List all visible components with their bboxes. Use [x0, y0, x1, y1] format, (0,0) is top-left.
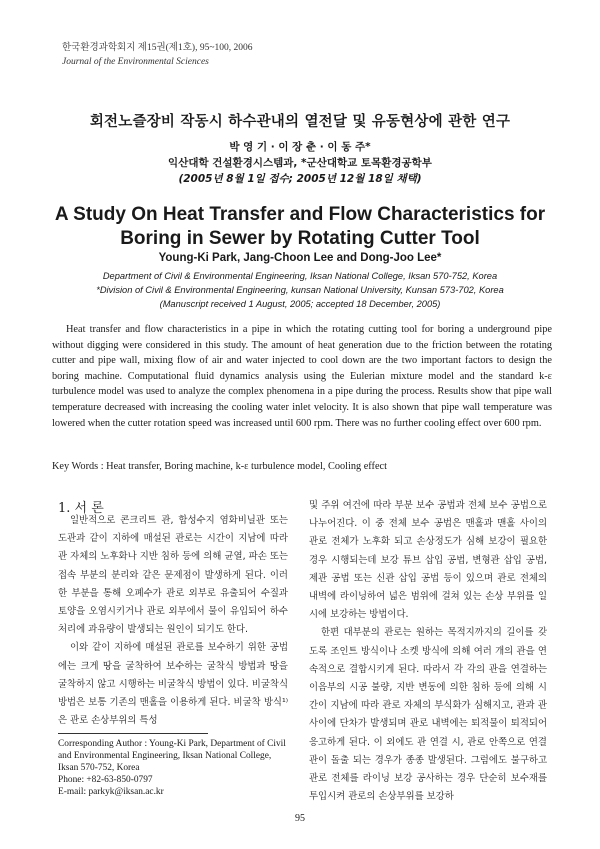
corr-line-2: and Environmental Engineering, Iksan National College,: [58, 751, 272, 761]
korean-author-block: [0, 139, 600, 187]
journal-name-english: Journal of the Environmental Sciences: [62, 57, 209, 67]
korean-affiliations: 익산대학 건설환경시스템과, *군산대학교 토목환경공학부: [168, 157, 432, 169]
intro-paragraph-3: 및 주위 여건에 따라 부분 보수 공법과 전체 보수 공법으로 나누어진다. 이 중 전체 보수 공법은 맨홀과 맨홀 사이의 관로 전체가 노후화 되고 손상정도가 심해 보강이 필요한 경우 시행되는데 보강 튜브 삽입 공법, 변형관 삽입 공법, 제관 공법 또는 신관 삽입 공법 등이 있으며 관로 전체의 내벽에 라이닝하여 넓은 범위에 걸쳐 있는 손상 부위를 일시에 보강하는 방법이다.: [309, 500, 547, 621]
corr-line-3: Iksan 570-752, Korea: [58, 763, 140, 773]
abstract: Heat transfer and flow characteristics in a pipe in which the rotating cutting tool for boring a underground pipe without digging were considered in this study. The amount of heat generation due to the friction between the rotating cutter and pipe wall, mixing flow of air and water injected to cool down are the two important factors to design the boring machine. Computational fluid dynamics analysis using the Eulerian mixture model and the standard k-ε turbulence model was used to analyze the complex phenomena in a pipe during the process. Results show that pipe wall temperature decreased with increasing the cooling water inlet velocity. It is also shown that pipe wall temperature was lowered when the cutter rotation speed was increased until 600 rpm. There was no further cooling effect over 600 rpm.: [52, 324, 552, 429]
english-authors: Young-Ki Park, Jang-Choon Lee and Dong-Joo Lee*: [158, 252, 442, 264]
right-column: [309, 497, 547, 806]
korean-title: 회전노즐장비 작동시 하수관내의 열전달 및 유동현상에 관한 연구: [89, 114, 511, 130]
korean-authors: 박 영 기 · 이 장 춘 · 이 동 주*: [229, 141, 371, 153]
journal-header: [62, 41, 252, 69]
section-heading-introduction: 1. 서 론: [58, 501, 104, 516]
english-title-line1: A Study On Heat Transfer and Flow Characteristics for: [54, 204, 546, 225]
corr-line-1: Corresponding Author : Young-Ki Park, Department of Civil: [58, 739, 286, 749]
corr-email: E-mail: parkyk@iksan.ac.kr: [58, 787, 164, 797]
english-title: [0, 203, 600, 251]
corr-phone: Phone: +82-63-850-0797: [58, 775, 153, 785]
page-number: 95: [295, 813, 305, 824]
affiliation-1: Department of Civil & Environmental Engineering, Iksan National College, Iksan 570-752, Korea: [102, 271, 498, 281]
intro-paragraph-2: 이와 같이 지하에 매설된 관로를 보수하기 위한 공법에는 크게 땅을 굴착하여 보수하는 굴착식 방법과 땅을 굴착하지 않고 시행하는 비굴착식 방법이 있다. 비굴착식 방법은 보통 기존의 맨홀을 이용하게 된다. 비굴착 방식¹⁾은 관로 손상부위의 특성: [58, 642, 288, 727]
intro-paragraph-1: 일반적으로 콘크리트 관, 합성수지 염화비닐관 또는 도관과 같이 지하에 매설된 관로는 시간이 지남에 따라 관 자체의 노후화나 지반 침하 등에 의해 균열, 파손 또는 접속 부분의 분리와 같은 문제점이 발생하게 된다. 이러한 부분을 통해 오폐수가 관로 외부로 유출되어 수질과 토양을 오염시키거나 관로 외부에서 물이 유입되어 하수처리에 과유량이 발생되는 원인이 되기도 한다.: [58, 515, 288, 636]
affiliation-2: *Division of Civil & Environmental Engineering, kunsan National University, Kunsan 573-702, Korea: [96, 285, 504, 295]
corresponding-author: [58, 738, 298, 798]
intro-paragraph-4: 한편 대부분의 관로는 원하는 목적지까지의 길이를 갖도록 조인트 방식이나 소켓 방식에 의해 여러 개의 관을 연속적으로 결합시키게 된다. 따라서 각 각의 관을 연결하는 이음부의 시공 불량, 지반 변동에 의한 침하 등에 의해 시간이 지남에 따라 관로 자체의 부식화가 심해지고, 관과 관 사이에 단차가 발생되며 관로 내벽에는 퇴적물이 퇴적되어 응고하게 된다. 이 외에도 관 연결 시, 관로 안쪽으로 연결관이 돌출 되는 경우가 종종 발생된다. 그럼에도 불구하고 관로 전체를 라이닝 보강 공사하는 경우 단순히 보수재를 투입시켜 관로의 손상부위를 보강하: [309, 627, 547, 803]
left-column: [58, 512, 288, 730]
english-title-line2: Boring in Sewer by Rotating Cutter Tool: [120, 228, 480, 249]
journal-citation-korean: 한국환경과학회지 제15권(제1호), 95~100, 2006: [62, 43, 253, 53]
footnote-divider: [58, 733, 208, 734]
manuscript-dates: (Manuscript received 1 August, 2005; accepted 18 December, 2005): [159, 299, 441, 309]
keywords: Key Words : Heat transfer, Boring machine, k-ε turbulence model, Cooling effect: [52, 461, 387, 472]
english-affiliations: [0, 269, 600, 311]
korean-received-dates: (2005년 8월 1일 접수; 2005년 12월 18일 채택): [178, 173, 422, 185]
